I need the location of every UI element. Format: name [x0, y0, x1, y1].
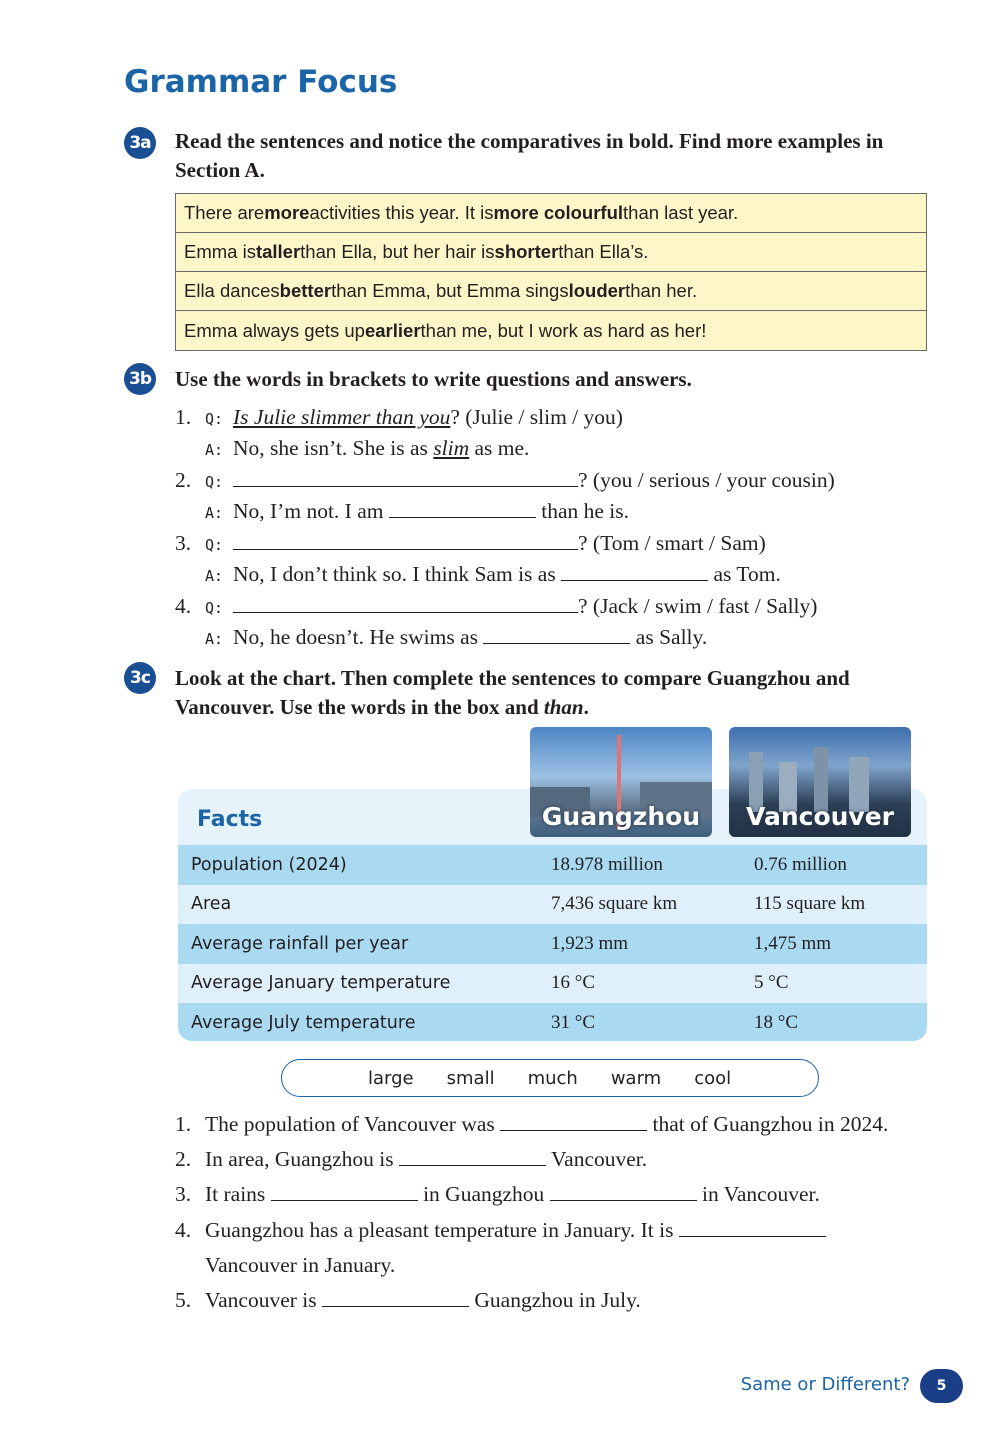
fact-label: Area — [191, 894, 232, 915]
page-title: Grammar Focus — [124, 64, 398, 100]
fact-label: Average July temperature — [191, 1012, 416, 1033]
word-option: cool — [694, 1067, 732, 1089]
answer-blank[interactable] — [679, 1215, 826, 1237]
facts-row — [178, 885, 927, 925]
guangzhou-value: 7,436 square km — [551, 893, 678, 915]
a-label: A: — [205, 504, 224, 522]
word-option: much — [527, 1067, 578, 1089]
sentence-text: than Ella’s. — [558, 241, 649, 262]
instruction-3a: Read the sentences and notice the comparatives in bold. Find more examples in Section A. — [175, 129, 884, 182]
example-sentence — [176, 272, 926, 311]
sentence-text: than me, but I work as hard as her! — [420, 319, 707, 341]
facts-row — [178, 845, 927, 885]
question-line — [175, 465, 835, 497]
item-number: 4. — [175, 1217, 192, 1242]
answer-blank[interactable] — [561, 559, 708, 581]
sentence-text: Ella dances — [184, 280, 280, 301]
answer-line — [175, 622, 707, 654]
sentence-line — [175, 1144, 647, 1174]
sentence-line — [175, 1109, 888, 1139]
item-number: 3. — [175, 531, 192, 555]
sentence-text: Vancouver in January. — [205, 1252, 396, 1277]
answer-blank[interactable] — [322, 1285, 469, 1307]
fact-label: Population (2024) — [191, 854, 347, 875]
instruction-end: . — [583, 695, 589, 719]
item-number: 2. — [175, 468, 192, 492]
sentence-text: in Guangzhou — [417, 1182, 550, 1207]
guangzhou-value: 31 °C — [551, 1011, 596, 1033]
vancouver-photo — [729, 727, 911, 837]
sentence-text: There are — [184, 202, 265, 223]
answer-blank[interactable] — [389, 496, 536, 518]
word-box — [281, 1059, 819, 1097]
guangzhou-value: 16 °C — [551, 972, 596, 994]
answer-blank[interactable]: slim — [433, 436, 470, 460]
sentence-text: Guangzhou has a pleasant temperature in January. It is — [205, 1217, 679, 1242]
sentence-text: than last year. — [623, 202, 739, 223]
sentence-text: The population of Vancouver was — [205, 1112, 501, 1136]
sentence-text: Emma is — [184, 241, 256, 262]
comparative-bold: shorter — [494, 241, 559, 262]
sentence-text: that of Guangzhou in 2024. — [647, 1112, 889, 1136]
q-label: Q: — [205, 599, 224, 617]
answer-line — [175, 559, 781, 591]
sentence-text: In area, Guangzhou is — [205, 1147, 400, 1172]
item-number: 5. — [175, 1288, 192, 1312]
fact-label: Average January temperature — [191, 973, 451, 994]
sentence-text: activities this year. It is — [309, 202, 494, 223]
instruction-3b: Use the words in brackets to write questions and answers. — [175, 367, 692, 391]
sentence-text: Vancouver is — [205, 1288, 323, 1312]
answer-text: as me. — [469, 436, 530, 460]
comparative-bold: more — [264, 202, 310, 223]
a-label: A: — [205, 567, 224, 585]
question-answer-blank[interactable] — [233, 591, 578, 613]
vancouver-value: 18 °C — [754, 1011, 799, 1033]
answer-blank[interactable] — [550, 1179, 697, 1201]
example-sentences-table — [175, 193, 927, 351]
q-label: Q: — [205, 410, 224, 428]
page-number: 5 — [920, 1369, 963, 1403]
instruction-emphasis: than — [543, 695, 584, 719]
sentence-text: than Emma, but Emma sings — [331, 280, 569, 301]
facts-row — [178, 924, 927, 964]
example-sentence — [176, 194, 926, 233]
word-option: warm — [610, 1067, 662, 1089]
a-label: A: — [205, 630, 224, 648]
a-label: A: — [205, 441, 224, 459]
q-label: Q: — [205, 473, 224, 491]
facts-heading: Facts — [197, 807, 263, 832]
unit-title: Same or Different? — [740, 1374, 910, 1395]
city-name: Guangzhou — [541, 802, 701, 831]
instruction-3c — [175, 664, 935, 722]
word-option: large — [368, 1067, 414, 1089]
comparative-bold: more colourful — [493, 202, 624, 223]
guangzhou-photo — [530, 727, 712, 837]
item-number: 2. — [175, 1147, 192, 1172]
word-option: small — [446, 1067, 495, 1089]
fact-label: Average rainfall per year — [191, 933, 409, 954]
exercise-badge-3a: 3a — [124, 127, 156, 159]
vancouver-value: 1,475 mm — [754, 932, 832, 954]
sentence-text: Guangzhou in July. — [469, 1288, 641, 1312]
answer-line — [175, 433, 529, 465]
vancouver-value: 0.76 million — [754, 853, 847, 875]
q-label: Q: — [205, 536, 224, 554]
sentence-text: Emma always gets up — [184, 319, 365, 341]
guangzhou-value: 1,923 mm — [551, 932, 629, 954]
question-line — [175, 402, 623, 434]
item-number: 4. — [175, 594, 192, 618]
answer-text: No, I don’t think so. I think Sam is as — [233, 562, 562, 586]
comparative-bold: better — [279, 280, 332, 301]
question-hint: ? (Julie / slim / you) — [450, 405, 623, 429]
vancouver-value: 115 square km — [754, 893, 866, 915]
example-sentence — [176, 311, 926, 350]
sentence-text: than her. — [625, 280, 698, 301]
answer-blank[interactable] — [399, 1144, 546, 1166]
sentence-line — [175, 1250, 395, 1280]
instruction-text: Look at the chart. Then complete the sentences to compare Guangzhou and Vancouver. Use the words in the box and — [175, 666, 850, 719]
answer-text: No, she isn’t. She is as — [233, 436, 434, 460]
question-line — [175, 528, 766, 560]
answer-text: No, I’m not. I am — [233, 499, 389, 523]
answer-blank[interactable] — [500, 1109, 647, 1131]
question-answer-blank[interactable] — [233, 528, 578, 550]
question-answer-blank[interactable]: Is Julie slimmer than you — [233, 405, 451, 429]
sentence-line — [175, 1179, 820, 1209]
example-sentence — [176, 233, 926, 272]
answer-text: No, he doesn’t. He swims as — [233, 625, 484, 649]
question-hint: ? (Tom / smart / Sam) — [578, 531, 766, 555]
item-number: 3. — [175, 1182, 192, 1207]
sentence-text: It rains — [205, 1182, 271, 1207]
city-name: Vancouver — [745, 802, 895, 831]
answer-blank[interactable] — [483, 622, 630, 644]
comparative-bold: taller — [255, 241, 301, 262]
comparative-bold: earlier — [364, 319, 421, 341]
answer-text: than he is. — [535, 499, 629, 523]
guangzhou-value: 18.978 million — [551, 853, 663, 875]
item-number: 1. — [175, 405, 192, 429]
sentence-text: Vancouver. — [546, 1147, 648, 1172]
question-hint: ? (you / serious / your cousin) — [578, 468, 835, 492]
answer-text: as Tom. — [708, 562, 781, 586]
exercise-badge-3c: 3c — [124, 662, 156, 694]
facts-row — [178, 964, 927, 1004]
answer-line — [175, 496, 629, 528]
sentence-line — [175, 1215, 826, 1245]
sentence-text: than Ella, but her hair is — [300, 241, 495, 262]
vancouver-value: 5 °C — [754, 972, 789, 994]
comparative-bold: louder — [568, 280, 626, 301]
question-answer-blank[interactable] — [233, 465, 578, 487]
question-line — [175, 591, 817, 623]
answer-text: as Sally. — [630, 625, 708, 649]
answer-blank[interactable] — [271, 1179, 418, 1201]
sentence-line — [175, 1285, 641, 1315]
question-hint: ? (Jack / swim / fast / Sally) — [578, 594, 818, 618]
exercise-badge-3b: 3b — [124, 363, 156, 395]
facts-row — [178, 1003, 927, 1041]
item-number: 1. — [175, 1112, 192, 1136]
sentence-text: in Vancouver. — [696, 1182, 820, 1207]
